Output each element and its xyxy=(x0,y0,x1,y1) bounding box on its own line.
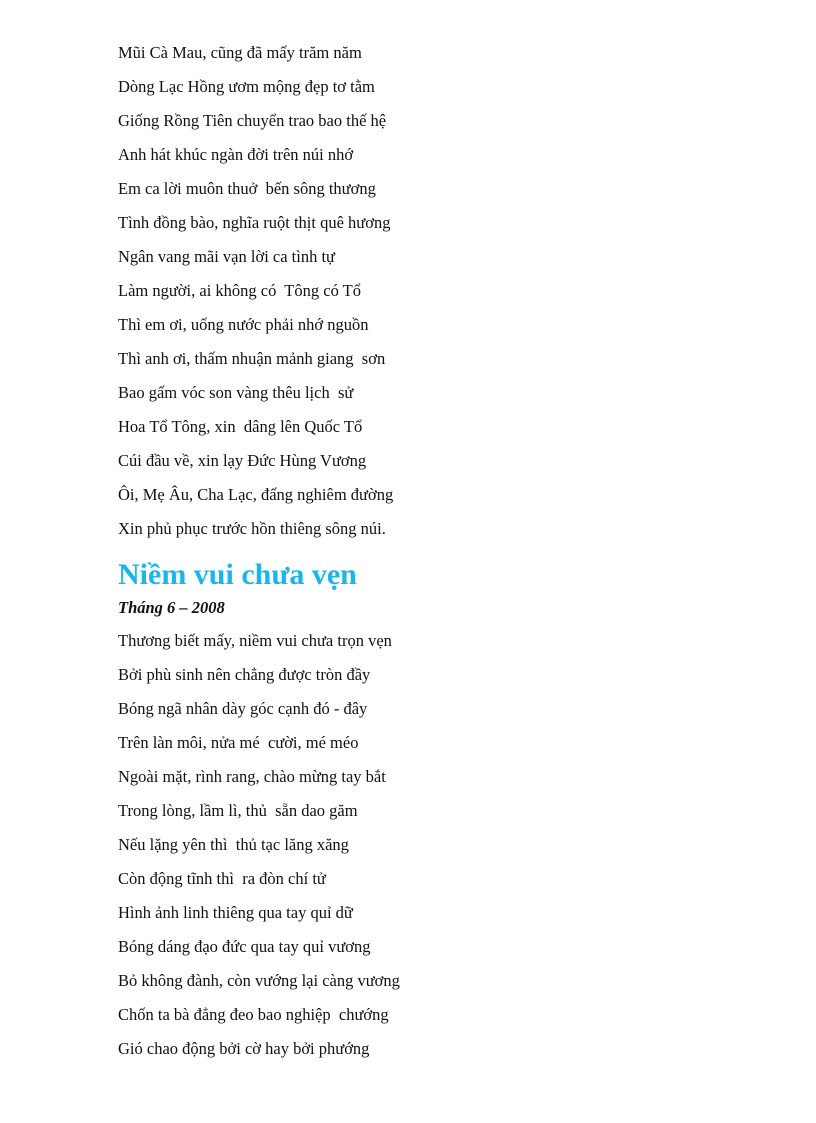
poem-line: Chốn ta bà đẳng đeo bao nghiệp chướng xyxy=(118,1005,389,1024)
poem-line: Ngân vang mãi vạn lời ca tình tự xyxy=(118,247,335,266)
poem-line: Bỏ không đành, còn vướng lại càng vương xyxy=(118,971,400,990)
poem-line: Em ca lời muôn thuở bến sông thương xyxy=(118,179,376,198)
poem-line: Nếu lặng yên thì thủ tạc lăng xăng xyxy=(118,835,349,854)
poem-line: Hình ảnh linh thiêng qua tay quỉ dữ xyxy=(118,903,353,922)
poem-title: Niềm vui chưa vẹn xyxy=(118,558,357,591)
poem-line: Ngoài mặt, rình rang, chào mừng tay bắt xyxy=(118,767,386,786)
poem-line: Xin phủ phục trước hồn thiêng sông núi. xyxy=(118,519,386,538)
poem-line: Thương biết mấy, niềm vui chưa trọn vẹn xyxy=(118,631,392,650)
poem-line: Mũi Cà Mau, cũng đã mấy trăm năm xyxy=(118,43,362,62)
poem-line: Bởi phù sinh nên chẳng được tròn đầy xyxy=(118,665,371,684)
poem-date: Tháng 6 – 2008 xyxy=(118,598,225,617)
poem-stanza xyxy=(118,36,738,546)
document-content xyxy=(118,36,738,1066)
poem-line: Bao gấm vóc son vàng thêu lịch sử xyxy=(118,383,354,402)
poem-line: Ôi, Mẹ Âu, Cha Lạc, đấng nghiêm đường xyxy=(118,485,394,504)
poem-line: Bóng ngã nhân dày góc cạnh đó - đây xyxy=(118,699,368,718)
poem-line: Làm người, ai không có Tông có Tổ xyxy=(118,281,361,300)
poem-line: Trên làn môi, nửa mé cười, mé méo xyxy=(118,733,359,752)
poem-line: Hoa Tổ Tông, xin dâng lên Quốc Tổ xyxy=(118,417,363,436)
poem-stanza xyxy=(118,624,738,1066)
poem-line: Dòng Lạc Hồng ươm mộng đẹp tơ tằm xyxy=(118,77,375,96)
poem-line: Trong lòng, lầm lì, thủ sẵn dao găm xyxy=(118,801,358,820)
poem-line: Bóng dáng đạo đức qua tay quỉ vương xyxy=(118,937,371,956)
poem-line: Cúi đầu về, xin lạy Đức Hùng Vương xyxy=(118,451,367,470)
poem-line: Giống Rồng Tiên chuyển trao bao thế hệ xyxy=(118,111,387,130)
poem-line: Còn động tĩnh thì ra đòn chí tử xyxy=(118,869,326,888)
poem-line: Gió chao động bởi cờ hay bởi phướng xyxy=(118,1039,370,1058)
poem-line: Thì em ơi, uống nước phải nhớ nguồn xyxy=(118,315,369,334)
poem-line: Thì anh ơi, thấm nhuận mảnh giang sơn xyxy=(118,349,386,368)
poem-line: Anh hát khúc ngàn đời trên núi nhớ xyxy=(118,145,354,164)
poem-line: Tình đồng bào, nghĩa ruột thịt quê hương xyxy=(118,213,391,232)
